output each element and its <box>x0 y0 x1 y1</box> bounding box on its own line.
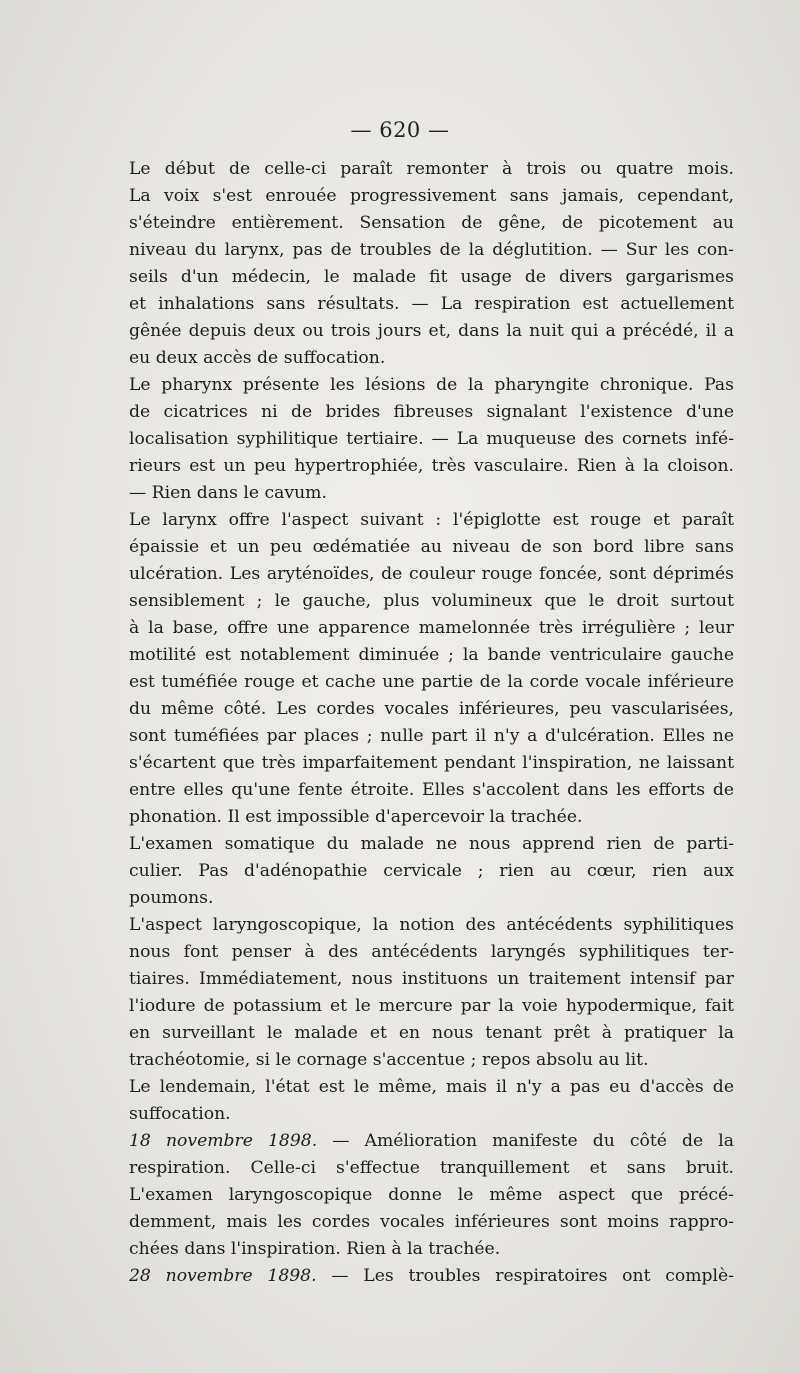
paragraph-pharynx <box>107 372 734 507</box>
text-line: seils d'un médecin, le malade fit usage de divers gargarismes <box>129 267 734 287</box>
text-line: en surveillant le malade et en nous tenant prêt à pratiquer la <box>129 1023 734 1043</box>
text-line: à la base, offre une apparence mamelonnée très irrégulière ; leur <box>129 618 734 638</box>
text-line: s'éteindre entièrement. Sensation de gêne, de picotement au <box>129 213 734 233</box>
text-line: l'iodure de potassium et le mercure par la voie hypodermique, fait <box>129 996 734 1016</box>
entry-date: 28 novembre 1898. <box>129 1266 317 1286</box>
text-line <box>107 1128 734 1155</box>
text-line: Le larynx offre l'aspect suivant : l'épiglotte est rouge et paraît <box>129 510 734 530</box>
body-text <box>107 156 734 1290</box>
paragraph-next-day <box>107 1074 734 1128</box>
entry-date: 18 novembre 1898. <box>129 1131 318 1151</box>
paragraph-treatment <box>107 912 734 1074</box>
paragraph-28-november <box>107 1263 734 1290</box>
text-line: sensiblement ; le gauche, plus volumineux que le droit surtout <box>129 591 734 611</box>
paragraph-larynx <box>107 507 734 831</box>
text-line: Le pharynx présente les lésions de la pharyngite chronique. Pas <box>129 375 734 395</box>
text-line: tiaires. Immédiatement, nous instituons un traitement intensif par <box>129 969 734 989</box>
text-line: niveau du larynx, pas de troubles de la déglutition. — Sur les con- <box>129 240 734 260</box>
text-line: de cicatrices ni de brides fibreuses signalant l'existence d'une <box>129 402 734 422</box>
text-line: phonation. Il est impossible d'apercevoir la trachée. <box>129 807 583 827</box>
text-line: et inhalations sans résultats. — La respiration est actuellement <box>129 294 734 314</box>
text-line: épaissie et un peu œdématiée au niveau de son bord libre sans <box>129 537 734 557</box>
paragraph-somatic-exam <box>107 831 734 912</box>
text-line: L'aspect laryngoscopique, la notion des antécédents syphilitiques <box>129 915 734 935</box>
page-number: — 620 — <box>350 118 450 142</box>
text-line: sont tuméfiées par places ; nulle part il n'y a d'ulcération. Elles ne <box>129 726 734 746</box>
text-line: entre elles qu'une fente étroite. Elles s'accolent dans les efforts de <box>129 780 734 800</box>
text-line: poumons. <box>129 888 214 908</box>
text-line <box>107 1263 734 1290</box>
text-line: trachéotomie, si le cornage s'accentue ; repos absolu au lit. <box>129 1050 649 1070</box>
text-line: ulcération. Les aryténoïdes, de couleur rouge foncée, sont déprimés <box>129 564 734 584</box>
text-line: culier. Pas d'adénopathie cervicale ; rien au cœur, rien aux <box>129 861 734 881</box>
text-line: motilité est notablement diminuée ; la bande ventriculaire gauche <box>129 645 734 665</box>
text-fragment: — Amélioration manifeste du côté de la <box>317 1131 734 1151</box>
text-line: gênée depuis deux ou trois jours et, dans la nuit qui a précédé, il a <box>129 321 734 341</box>
text-line: du même côté. Les cordes vocales inférieures, peu vascularisées, <box>129 699 734 719</box>
text-line: La voix s'est enrouée progressivement sans jamais, cependant, <box>129 186 734 206</box>
paragraph-onset <box>107 156 734 372</box>
text-line: localisation syphilitique tertiaire. — La muqueuse des cornets infé- <box>129 429 734 449</box>
text-line: nous font penser à des antécédents laryngés syphilitiques ter- <box>129 942 734 962</box>
text-line: est tuméfiée rouge et cache une partie de la corde vocale inférieure <box>129 672 734 692</box>
text-line: s'écartent que très imparfaitement pendant l'inspiration, ne laissant <box>129 753 734 773</box>
text-line: — Rien dans le cavum. <box>129 483 327 503</box>
text-line: L'examen laryngoscopique donne le même aspect que précé- <box>129 1185 734 1205</box>
text-line: eu deux accès de suffocation. <box>129 348 386 368</box>
text-fragment: — Les troubles respiratoires ont complè- <box>316 1266 734 1286</box>
text-line: Le début de celle-ci paraît remonter à trois ou quatre mois. <box>129 159 734 179</box>
text-line: L'examen somatique du malade ne nous apprend rien de parti- <box>129 834 734 854</box>
text-line: rieurs est un peu hypertrophiée, très vasculaire. Rien à la cloison. <box>129 456 734 476</box>
text-line: chées dans l'inspiration. Rien à la trachée. <box>129 1239 501 1259</box>
text-line: demment, mais les cordes vocales inférieures sont moins rappro- <box>129 1212 734 1232</box>
text-line: suffocation. <box>129 1104 231 1124</box>
text-line: respiration. Celle-ci s'effectue tranquillement et sans bruit. <box>129 1158 734 1178</box>
text-line: Le lendemain, l'état est le même, mais il n'y a pas eu d'accès de <box>129 1077 734 1097</box>
paragraph-18-november <box>107 1128 734 1263</box>
